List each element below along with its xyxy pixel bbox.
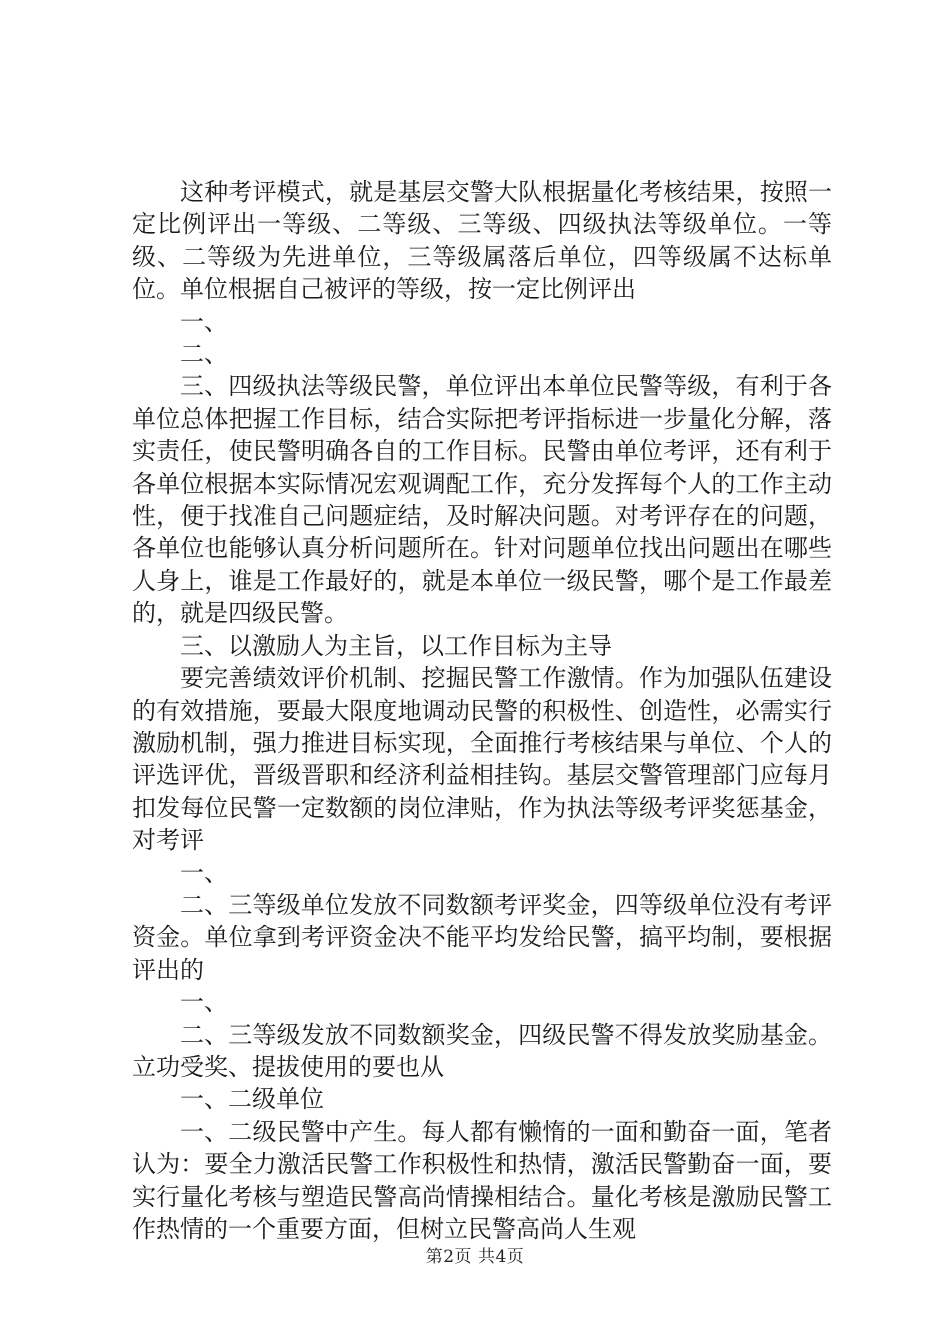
- paragraph: 三、四级执法等级民警，单位评出本单位民警等级，有利于各单位总体把握工作目标，结合实际把考评指标进一步量化分解，落实责任，使民警明确各自的工作目标。民警由单位考评，还有利于各单位根据本实际情况宏观调配工作，充分发挥每个人的工作主动性，便于找准自己问题症结，及时解决问题。对考评存在的问题，各单位也能够认真分析问题所在。针对问题单位找出问题出在哪些人身上，谁是工作最好的，就是本单位一级民警，哪个是工作最差的，就是四级民警。: [132, 372, 832, 628]
- paragraph: 一、: [180, 988, 228, 1017]
- paragraph: 一、: [180, 858, 228, 887]
- paragraph: 一、二级单位: [180, 1085, 324, 1114]
- paragraph: 一、: [180, 307, 228, 336]
- document-body: [132, 176, 832, 1245]
- paragraph: 二、三等级单位发放不同数额考评奖金，四等级单位没有考评资金。单位拿到考评资金决不能平均发给民警，搞平均制，要根据评出的: [132, 890, 832, 984]
- paragraph: 二、: [180, 340, 228, 369]
- paragraph: 二、三等级发放不同数额奖金，四级民警不得发放奖励基金。立功受奖、提拔使用的要也从: [132, 1020, 832, 1081]
- paragraph: 要完善绩效评价机制、挖掘民警工作激情。作为加强队伍建设的有效措施，要最大限度地调动民警的积极性、创造性，必需实行激励机制，强力推进目标实现，全面推行考核结果与单位、个人的评选评优，晋级晋职和经济利益相挂钩。基层交警管理部门应每月扣发每位民警一定数额的岗位津贴，作为执法等级考评奖惩基金，对考评: [132, 664, 832, 855]
- paragraph: 这种考评模式，就是基层交警大队根据量化考核结果，按照一定比例评出一等级、二等级、三等级、四级执法等级单位。一等级、二等级为先进单位，三等级属落后单位，四等级属不达标单位。单位根据自己被评的等级，按一定比例评出: [132, 178, 832, 304]
- section-heading: 三、以激励人为主旨，以工作目标为主导: [180, 631, 612, 660]
- page-footer: 第2页 共4页: [425, 1247, 525, 1267]
- paragraph: 一、二级民警中产生。每人都有懒惰的一面和勤奋一面，笔者认为：要全力激活民警工作积极性和热情，激活民警勤奋一面，要实行量化考核与塑造民警高尚情操相结合。量化考核是激励民警工作热情的一个重要方面，但树立民警高尚人生观: [132, 1117, 832, 1243]
